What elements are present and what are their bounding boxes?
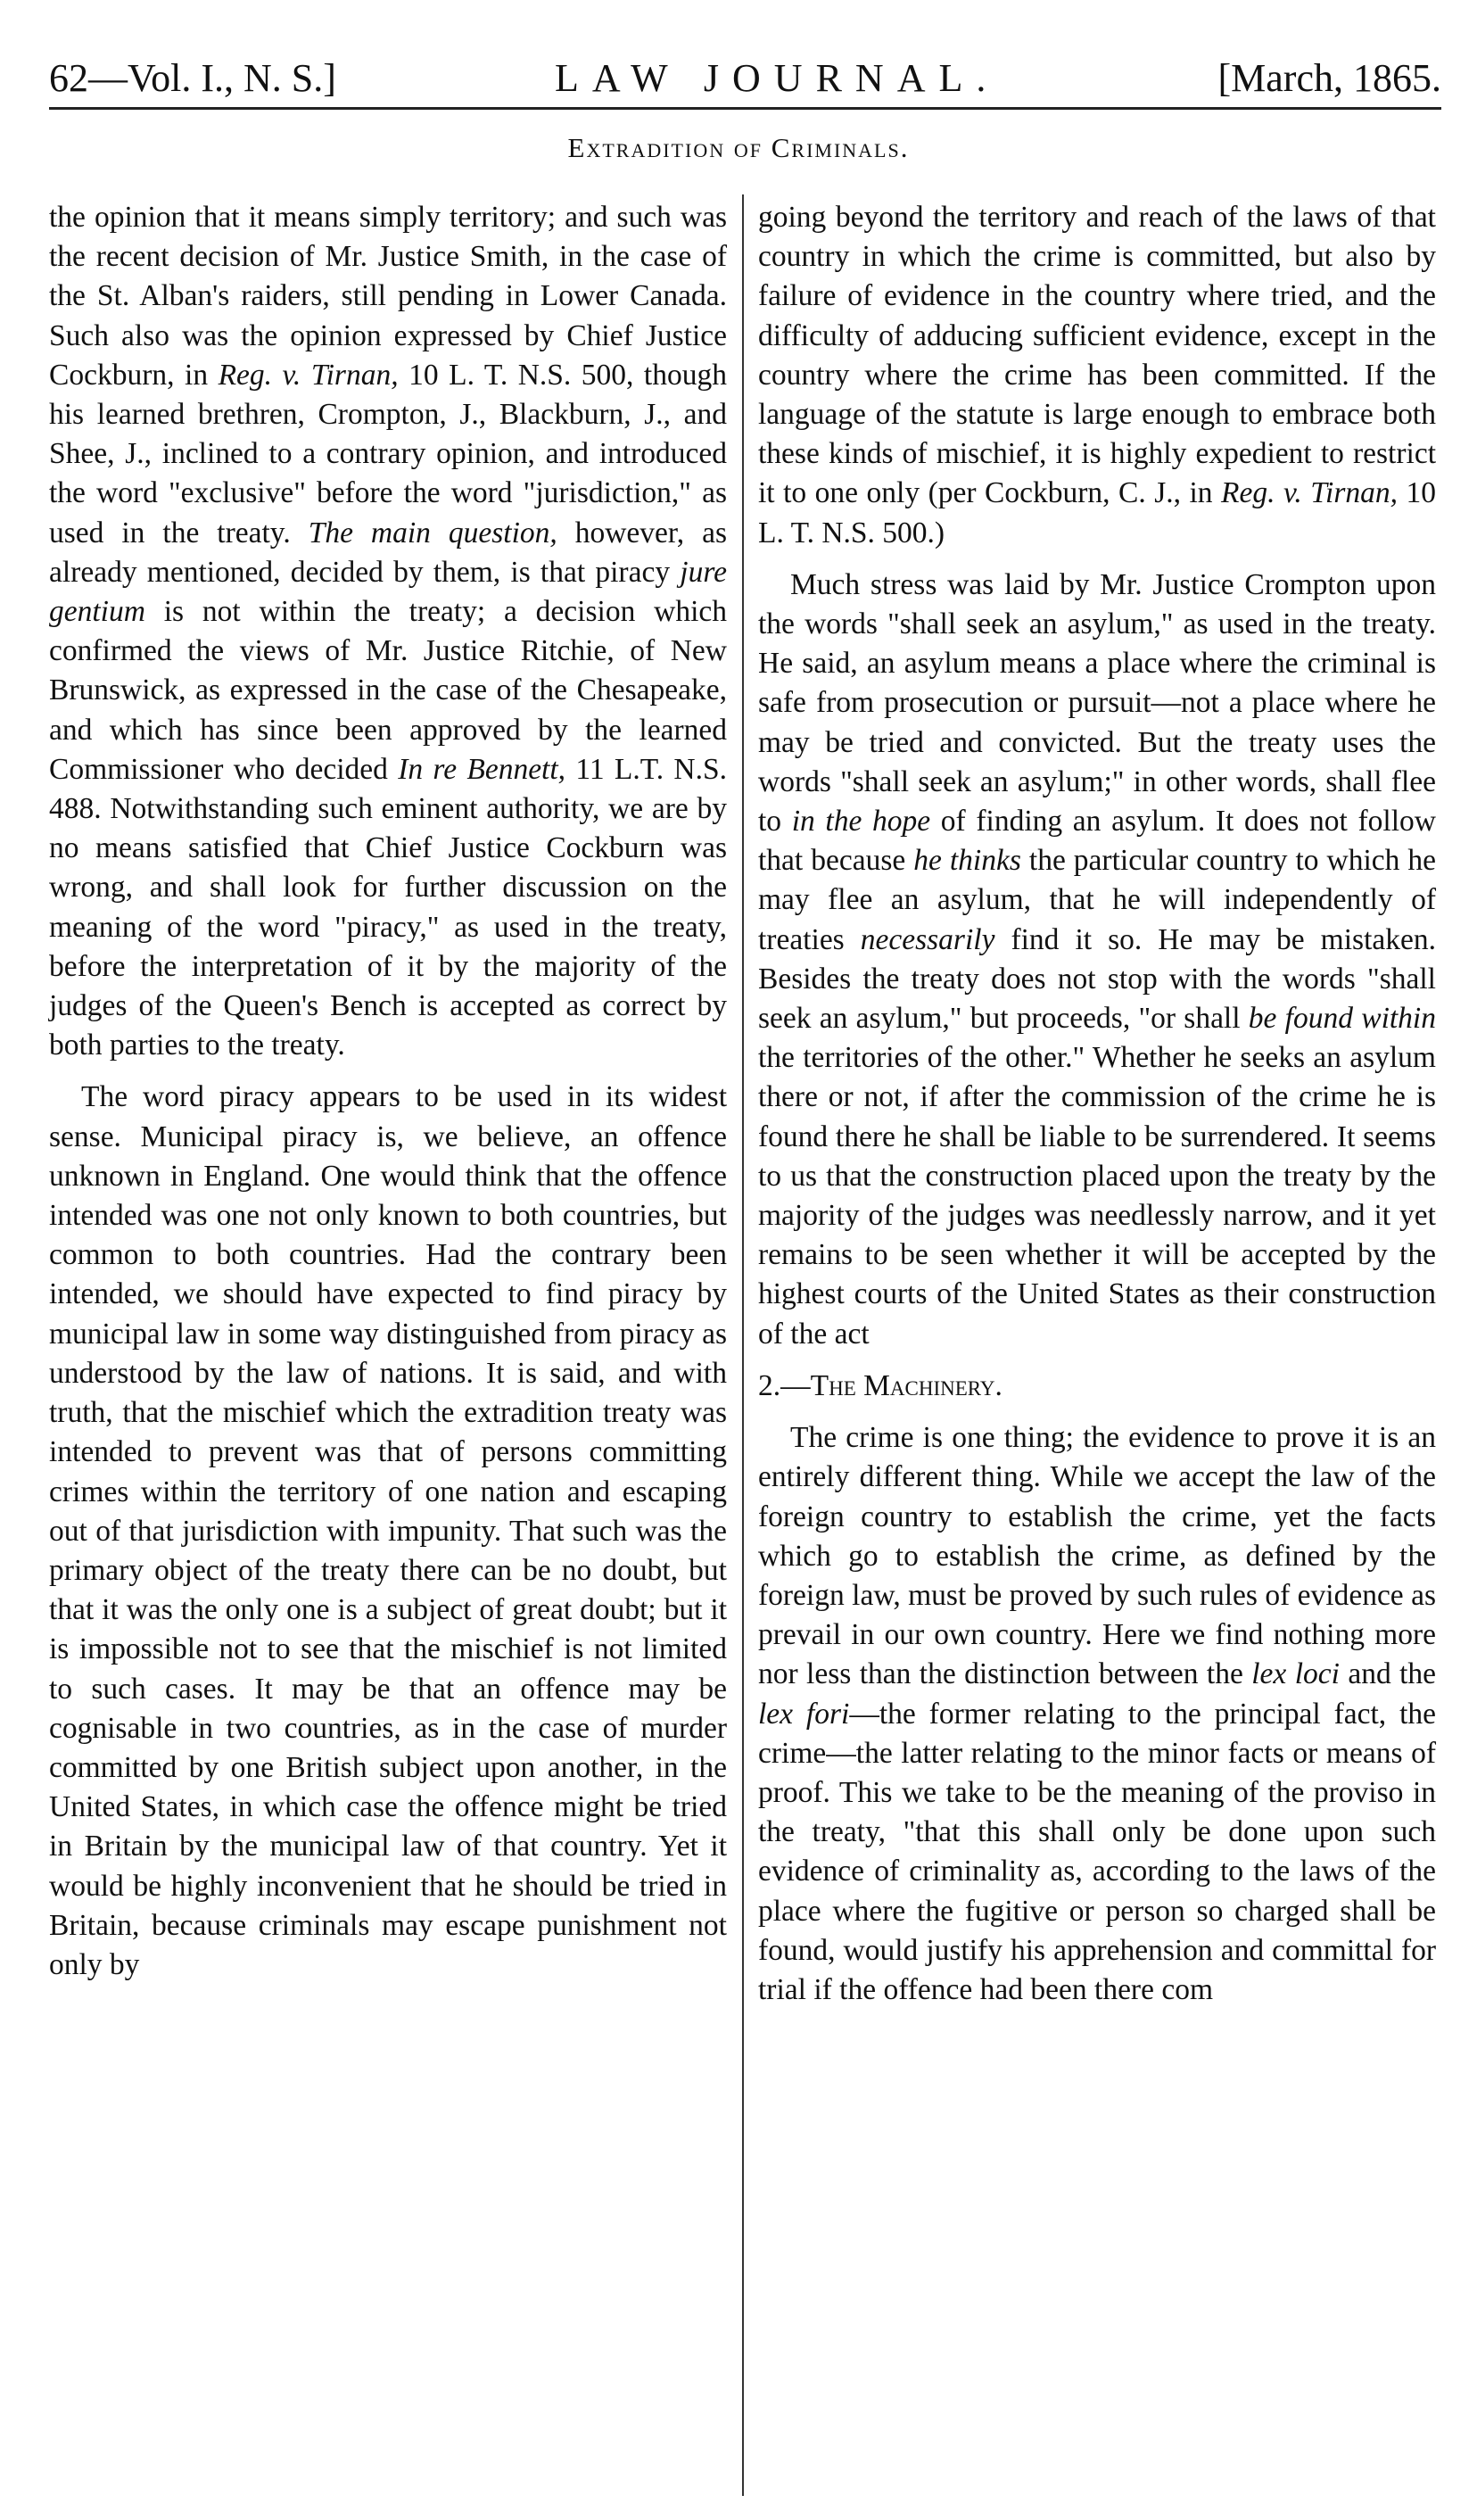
section-heading: 2.—The Machinery.: [758, 1368, 1003, 1402]
header-journal-title: LAW JOURNAL.: [555, 56, 1000, 100]
right-column: [758, 198, 1436, 2010]
running-header: [49, 36, 1441, 98]
header-page-volume: 62—Vol. I., N. S.]: [49, 56, 336, 100]
header-date: [March, 1865.: [1217, 56, 1441, 100]
left-column: [49, 198, 727, 1985]
paragraph: going beyond the territory and reach of the laws of that country in which the crime is committed, but also by failure of evidence in the country where tried, and the difficulty of adducing sufficient evidence, except in the country where the crime has been committed. If the language of the statute is large enough to embrace both these kinds of mischief, it is highly expedient to restrict it to one only (per Cockburn, C. J., in Reg. v. Tirnan, 10 L. T. N.S. 500.): [758, 201, 1437, 549]
article-title: Extradition of Criminals.: [567, 132, 910, 163]
paragraph: The crime is one thing; the evidence to prove it is an entirely different thing. While we accept the law of the foreign country to establish the crime, yet the facts which go to establish the crime, as defined by the foreign law, must be proved by such rules of evidence as prevail in our own country. Here we find nothing more nor less than the distinction between the lex loci and the lex fori—the former relating to the principal fact, the crime—the latter relating to the minor facts or means of proof. This we take to be the meaning of the proviso in the treaty, "that this shall only be done upon such evidence of criminality as, according to the laws of the place where the fugitive or person so charged shall be found, would justify his apprehension and committal for trial if the offence had been there com: [758, 1421, 1437, 2006]
paragraph: the opinion that it means simply territory; and such was the recent decision of Mr. Justice Smith, in the case of the St. Alban's raiders, still pending in Lower Canada. Such also was the opinion expressed by Chief Justice Cockburn, in Reg. v. Tirnan, 10 L. T. N.S. 500, though his learned brethren, Crompton, J., Blackburn, J., and Shee, J., inclined to a contrary opinion, and introduced the word "exclusive" before the word "jurisdiction," as used in the treaty. The main question, however, as already mentioned, decided by them, is that piracy jure gentium is not within the treaty; a decision which confirmed the views of Mr. Justice Ritchie, of New Brunswick, as expressed in the case of the Chesapeake, and which has since been approved by the learned Commissioner who decided In re Bennett, 11 L.T. N.S. 488. Notwithstanding such eminent authority, we are by no means satisfied that Chief Justice Cockburn was wrong, and shall look for further discussion on the meaning of the word "piracy," as used in the treaty, before the interpretation of it by the majority of the judges of the Queen's Bench is accepted as correct by both parties to the treaty.: [49, 201, 727, 1062]
paragraph: The word piracy appears to be used in its widest sense. Municipal piracy is, we believe, an offence unknown in England. One would think that the offence intended was one not only known to both countries, but common to both countries. Had the contrary been intended, we should have expected to find piracy by municipal law in some way distinguished from piracy as understood by the law of nations. It is said, and with truth, that the mischief which the extradition treaty was intended to prevent was that of persons committing crimes within the territory of one nation and escaping out of that jurisdiction with impunity. That such was the primary object of the treaty there can be no doubt, but that it was the only one is a subject of great doubt; but it is impossible not to see that the mischief is not limited to such cases. It may be that an offence may be cognisable in two countries, as in the case of murder committed by one British subject upon another, in the United States, in which case the offence might be tried in Britain by the municipal law of that country. Yet it would be highly inconvenient that he should be tried in Britain, because criminals may escape punishment not only by: [49, 1080, 727, 1981]
column-divider: [742, 194, 744, 2496]
header-rule: [49, 107, 1441, 110]
paragraph: Much stress was laid by Mr. Justice Crompton upon the words "shall seek an asylum," as used in the treaty. He said, an asylum means a place where the criminal is safe from prosecution or pursuit—not a place where he may be tried and convicted. But the treaty uses the words "shall seek an asylum;" in other words, shall flee to in the hope of finding an asylum. It does not follow that because he thinks the particular country to which he may flee an asylum, that he will independently of treaties necessarily find it so. He may be mistaken. Besides the treaty does not stop with the words "shall seek an asylum," but proceeds, "or shall be found within the territories of the other." Whether he seeks an asylum there or not, if after the commission of the crime he is found there he shall be liable to be surrendered. It seems to us that the construction placed upon the treaty by the majority of the judges was needlessly narrow, and it yet remains to be seen whether it will be accepted by the highest courts of the United States as their construction of the act: [758, 567, 1437, 1351]
